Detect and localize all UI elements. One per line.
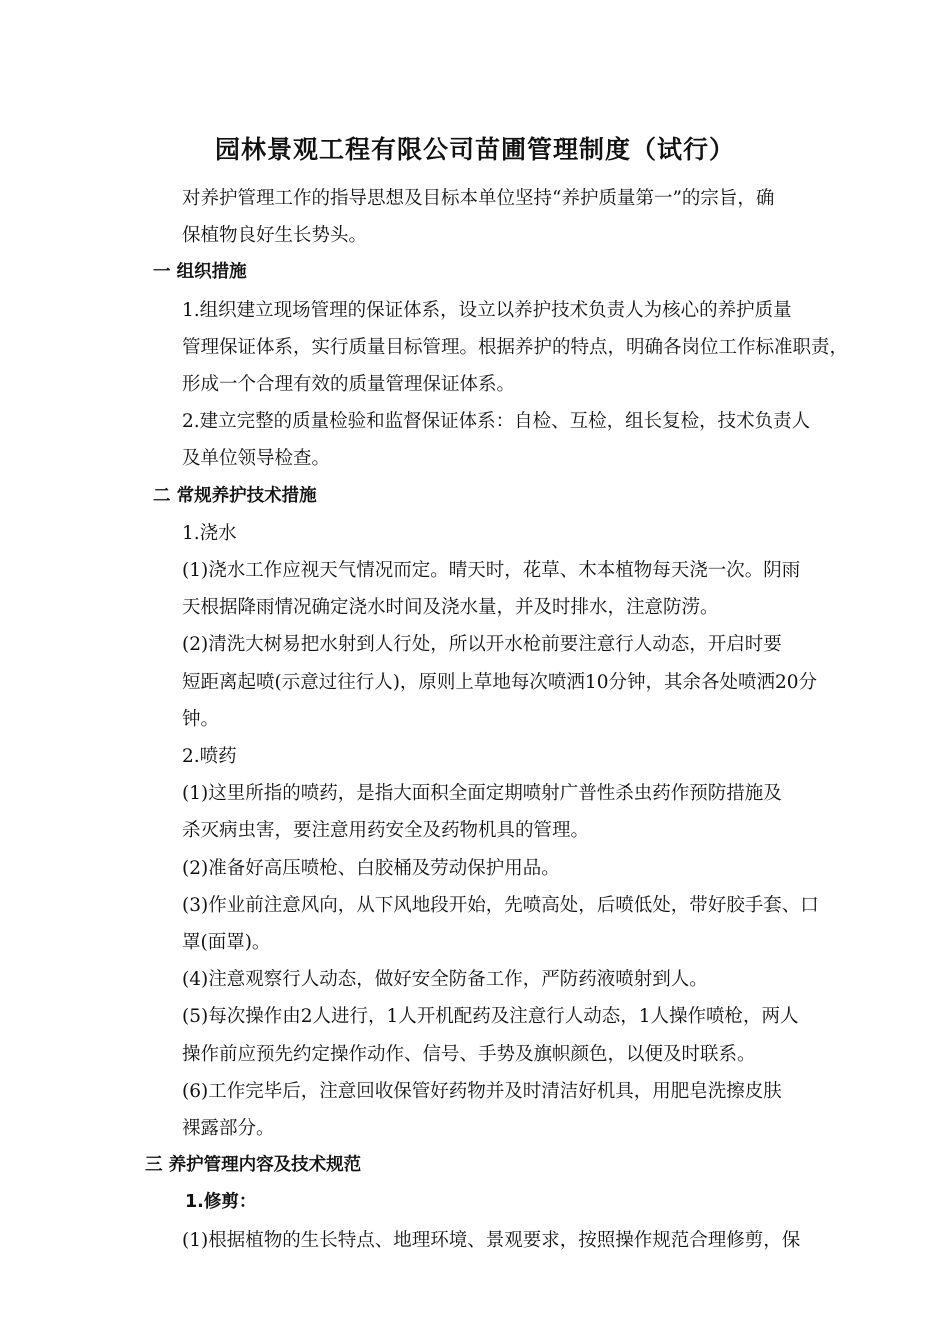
paragraph-watering-2 (145, 626, 818, 738)
text-line: 裸露部分。 (182, 1118, 275, 1140)
text-line: (2)准备好高压喷枪、白胶桶及劳动保护用品。 (182, 857, 560, 879)
text-line: 2.建立完整的质量检验和监督保证体系：自检、互检，组长复检，技术负责人 (182, 411, 811, 433)
text-line: 杀灭病虫害，要注意用药安全及药物机具的管理。 (182, 820, 590, 842)
text-line: 短距离起喷(示意过往行人)，原则上草地每次喷洒10分钟，其余各处喷洒20分 (182, 671, 818, 693)
text-line: 1.浇水 (182, 522, 237, 544)
paragraph-watering-1 (145, 552, 810, 626)
text-line: 天根据降雨情况确定浇水时间及浇水量，并及时排水，注意防涝。 (182, 597, 719, 619)
text-line: 罩(面罩)。 (182, 932, 271, 954)
section-heading-organization: 一 组织措施 (153, 262, 247, 283)
text-line: (1)根据植物的生长特点、地理环境、景观要求，按照操作规范合理修剪，保 (182, 1229, 801, 1251)
text-line: 对养护管理工作的指导思想及目标本单位坚持“养护质量第一”的宗旨，确 (182, 188, 775, 209)
paragraph-spraying-6 (145, 1073, 810, 1147)
paragraph-spraying-5 (145, 998, 810, 1072)
text-line: (1)浇水工作应视天气情况而定。晴天时，花草、木本植物每天浇一次。阴雨 (182, 560, 801, 582)
text-line: 管理保证体系，实行质量目标管理。根据养护的特点，明确各岗位工作标准职责， (182, 336, 849, 358)
paragraph-org-2 (145, 403, 810, 477)
section-heading-maintenance: 二 常规养护技术措施 (153, 485, 317, 506)
intro-paragraph (145, 180, 810, 254)
section-heading-standards: 三 养护管理内容及技术规范 (145, 1155, 362, 1176)
paragraph-spraying-4 (145, 961, 810, 998)
text-line: 保植物良好生长势头。 (182, 225, 368, 247)
paragraph-spraying-1 (145, 775, 810, 849)
text-line: 形成一个合理有效的质量管理保证体系。 (182, 374, 516, 396)
text-line: (1)这里所指的喷药，是指大面积全面定期喷射广普性杀虫药作预防措施及 (182, 783, 782, 805)
text-line: 1.组织建立现场管理的保证体系，设立以养护技术负责人为核心的养护质量 (182, 299, 792, 321)
text-line: 钟。 (182, 708, 220, 730)
text-line: (3)作业前注意风向，从下风地段开始，先喷高处，后喷低处，带好胶手套、口 (182, 894, 819, 916)
paragraph-pruning-1 (145, 1222, 810, 1259)
text-line: (6)工作完毕后，注意回收保管好药物并及时清洁好机具，用肥皂洗擦皮肤 (182, 1080, 782, 1102)
text-line: 操作前应预先约定操作动作、信号、手势及旗帜颜色，以便及时联系。 (182, 1043, 756, 1065)
text-line: (4)注意观察行人动态，做好安全防备工作，严防药液喷射到人。 (182, 969, 708, 991)
subheading-watering (145, 515, 810, 552)
text-line: (5)每次操作由2人进行，1人开机配药及注意行人动态，1人操作喷枪，两人 (182, 1006, 799, 1028)
paragraph-org-1 (145, 292, 849, 404)
document-title: 园林景观工程有限公司苗圃管理制度（试行） (214, 135, 735, 164)
paragraph-spraying-3 (145, 887, 819, 961)
subheading-pruning: 1.修剪： (185, 1192, 257, 1213)
text-line: (2)清洗大树易把水射到人行处，所以开水枪前要注意行人动态，开启时要 (182, 634, 782, 656)
subheading-spraying (145, 738, 810, 775)
text-line: 及单位领导检查。 (182, 448, 331, 470)
document-body (145, 180, 849, 1259)
paragraph-spraying-2 (145, 850, 810, 887)
text-line: 2.喷药 (182, 746, 237, 768)
